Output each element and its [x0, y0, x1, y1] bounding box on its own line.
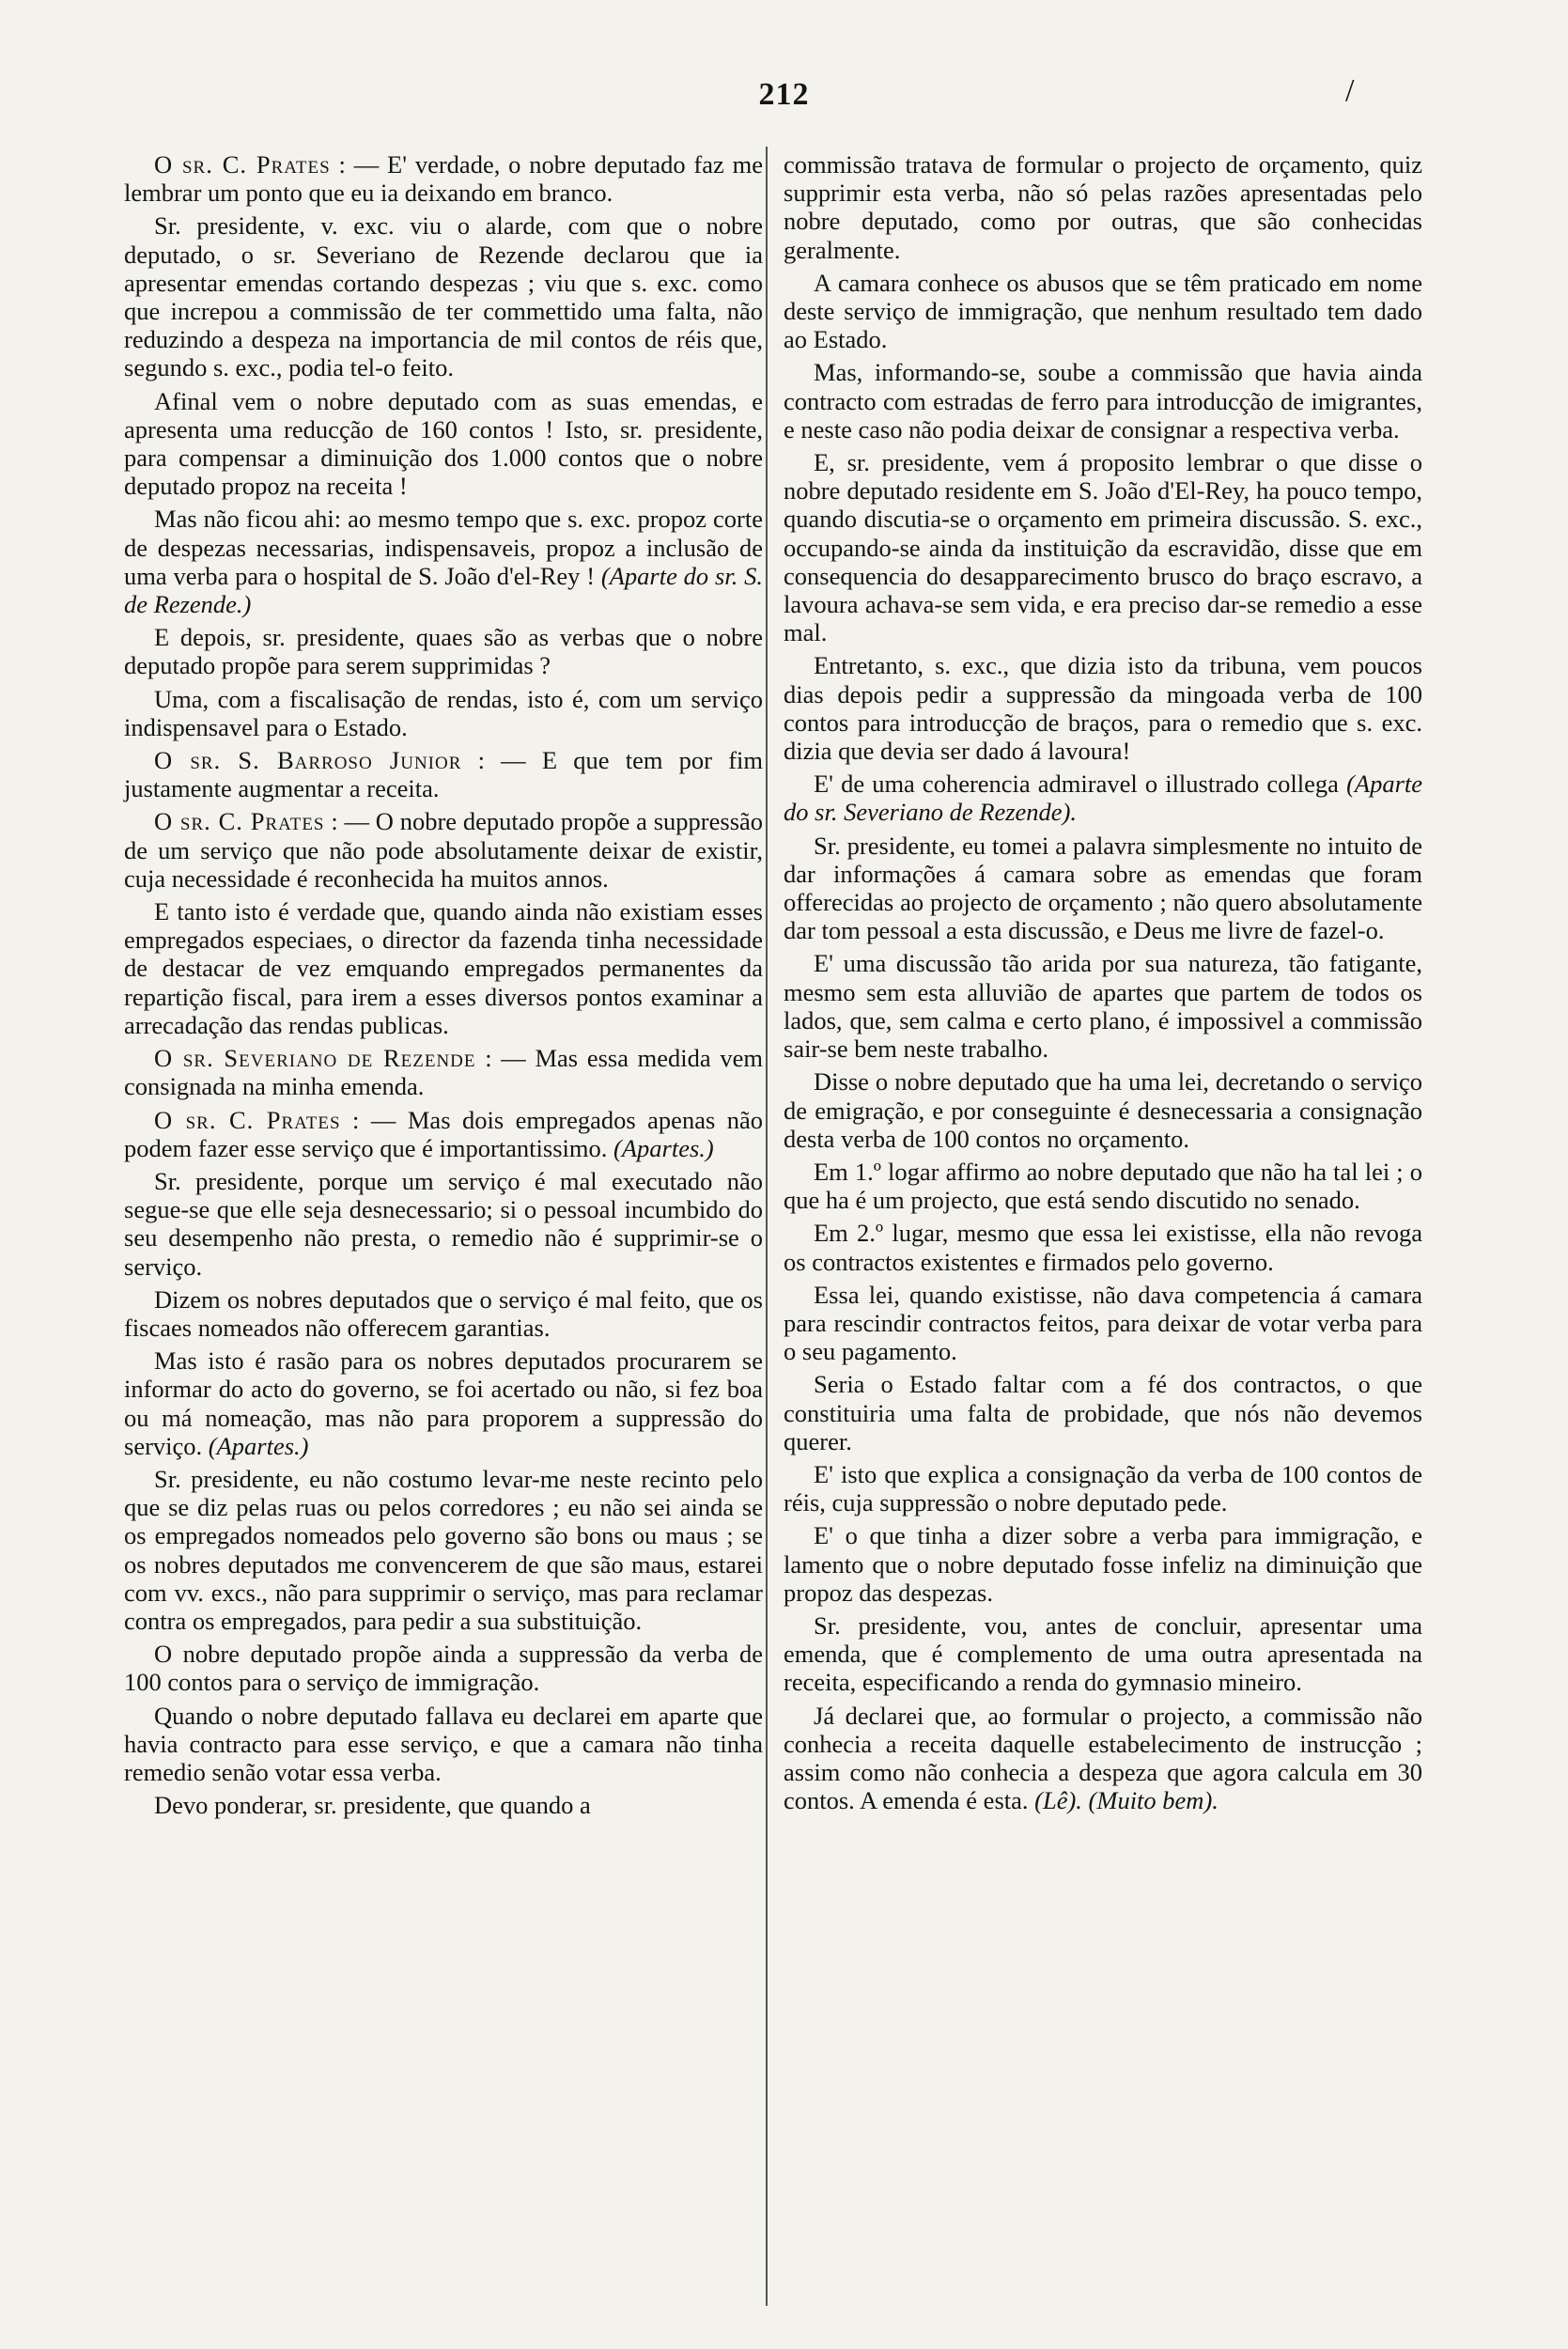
paragraph-text: : — E que tem por fim justamente augmentar a receita.: [124, 746, 763, 803]
paragraph-text: Quando o nobre deputado fallava eu declarei em aparte que havia contracto para esse serviço, e que a camara não tinha remedio senão votar essa verba.: [124, 1701, 763, 1786]
paragraph: [124, 1167, 763, 1281]
paragraph-text: O nobre deputado propõe ainda a suppressão da verba de 100 contos para o serviço de immigração.: [124, 1640, 763, 1697]
paragraph-text: Em 2.º lugar, mesmo que essa lei existisse, ella não revoga os contractos existentes e firmados pelo governo.: [784, 1219, 1422, 1276]
speaker-name: O sr. Severiano de Rezende: [154, 1044, 476, 1073]
paragraph-text: Seria o Estado faltar com a fé dos contractos, o que constituiria uma falta de probidade, que nós não devemos querer.: [784, 1370, 1422, 1455]
paragraph: [784, 1067, 1422, 1153]
paragraph: [124, 387, 763, 501]
paragraph-text: Sr. presidente, vou, antes de concluir, apresentar uma emenda, que é complemento de uma outra apresentada na receita, especificando a renda do gymnasio mineiro.: [784, 1610, 1422, 1697]
paragraph-text: Sr. presidente, v. exc. viu o alarde, com que o nobre deputado, o sr. Severiano de Rezende declarou que ia apresentar emendas cortando despezas ; viu que s. exc. como que increpou a commissão de ter commettido uma falta, não reduzindo a despeza na importancia de mil contos de réis que, segundo s. exc., podia tel-o feito.: [124, 211, 763, 382]
paragraph-text: : — O nobre deputado propõe a suppressão de um serviço que não pode absolutamente deixar de existir, cuja necessidade é reconhecida ha muitos annos.: [124, 807, 764, 893]
paragraph-text: : — Mas essa medida vem consignada na minha emenda.: [124, 1044, 763, 1101]
paragraph: [124, 150, 763, 207]
paragraph-text: Disse o nobre deputado que ha uma lei, decretando o serviço de emigração, e por conseguinte é desnecessaria a consignação desta verba de 100 contos no orçamento.: [784, 1067, 1422, 1153]
paragraph-text: Dizem os nobres deputados que o serviço é mal feito, que os fiscaes nomeados não offerecem garantias.: [124, 1284, 763, 1342]
paragraph-text: Mas não ficou ahi: ao mesmo tempo que s. exc. propoz corte de despezas necessarias, indispensaveis, propoz a inclusão de uma verba para o hospital de S. João d'el-Rey !: [124, 505, 763, 590]
paragraph-text: E' uma discussão tão arida por sua natureza, tão fatigante, mesmo sem esta alluvião de apartes que partem de todos os lados, que, sem calma e certo plano, é impossivel a commissão sair-se bem neste trabalho.: [784, 949, 1422, 1064]
paragraph-text: E depois, sr. presidente, quaes são as verbas que o nobre deputado propõe para serem supprimidas ?: [124, 623, 763, 680]
paragraph: [784, 1521, 1422, 1607]
paragraph-text: Sr. presidente, eu tomei a palavra simplesmente no intuito de dar informações á camara sobre as emendas que foram offerecidas ao projecto de orçamento ; não quero absolutamente dar tom pessoal a esta discussão, e Deus me livre de fazel-o.: [784, 831, 1422, 945]
speaker-name: O sr. C. Prates: [154, 1105, 341, 1134]
paragraph: [124, 1285, 763, 1342]
paragraph: [124, 1640, 763, 1696]
speaker-name: O sr. C. Prates: [154, 150, 331, 179]
paragraph-text: commissão tratava de formular o projecto de orçamento, quiz supprimir esta verba, não só pelas razões apresentadas pelo nobre deputado, como por outras, que são conhecidas geralmente.: [784, 150, 1422, 264]
paragraph-text: Mas, informando-se, soube a commissão que havia ainda contracto com estradas de ferro para introducção de imigrantes, e neste caso não podia deixar de consignar a respectiva verba.: [784, 358, 1422, 443]
paragraph-text: Sr. presidente, porque um serviço é mal executado não segue-se que elle seja desnecessario; si o pessoal incumbido do seu desempenho não presta, o remedio não é supprimir-se o serviço.: [124, 1166, 763, 1281]
paragraph-text: E' de uma coherencia admiravel o illustrado collega: [814, 770, 1339, 799]
right-column: [784, 150, 1422, 1819]
paragraph: [124, 746, 763, 802]
paragraph-text: Afinal vem o nobre deputado com as suas emendas, e apresenta uma reducção de 160 contos ! Isto, sr. presidente, para compensar a diminuição dos 1.000 contos que o nobre deputado propoz na receita !: [124, 386, 763, 501]
paragraph-text: E tanto isto é verdade que, quando ainda não existiam esses empregados especiaes, o director da fazenda tinha necessidade de destacar de vez emquando empregados permanentes da repartição fiscal, para irem a esses diversos pontos examinar a arrecadação das rendas publicas.: [124, 897, 763, 1039]
paragraph-text: Devo ponderar, sr. presidente, que quando a: [154, 1791, 591, 1820]
paragraph-text: Sr. presidente, eu não costumo levar-me neste recinto pelo que se diz pelas ruas ou pelos corredores ; eu não sei ainda se os empregados nomeados pelo governo são bons ou maus ; se os nobres deputados me convencerem de que são maus, estarei com vv. excs., não para supprimir o serviço, mas para reclamar contra os empregados, para pedir a sua substituição.: [124, 1464, 763, 1635]
paragraph: [124, 1465, 763, 1635]
paragraph: [784, 1158, 1422, 1214]
paragraph: [784, 448, 1422, 646]
paragraph: [124, 623, 763, 679]
paragraph: [784, 269, 1422, 354]
paragraph: [124, 505, 763, 618]
paragraph: [784, 1460, 1422, 1517]
paragraph-text: A camara conhece os abusos que se têm praticado em nome deste serviço de immigração, que nenhum resultado tem dado ao Estado.: [784, 268, 1422, 354]
paragraph-text: : — Mas dois empregados apenas não podem fazer esse serviço que é importantissimo.: [124, 1105, 764, 1162]
paragraph: [784, 1281, 1422, 1366]
paragraph: [124, 1106, 763, 1162]
paragraph: [124, 1702, 763, 1787]
aside-note: (Aparte do sr. Severiano de Rezende).: [784, 770, 1423, 827]
paragraph-text: Mas isto é rasão para os nobres deputados procurarem se informar do acto do governo, se foi acertado ou não, si fez boa ou má nomeação, mas não para proporem a suppressão do serviço.: [124, 1346, 763, 1460]
paragraph-text: Uma, com a fiscalisação de rendas, isto é, com um serviço indispensavel para o Estado.: [124, 684, 763, 741]
paragraph: [124, 897, 763, 1039]
column-divider: [766, 147, 768, 2306]
paragraph-text: Em 1.º logar affirmo ao nobre deputado que não ha tal lei ; o que ha é um projecto, que está sendo discutido no senado.: [784, 1157, 1422, 1215]
paragraph: [124, 1346, 763, 1460]
paragraph: [784, 949, 1422, 1063]
paragraph-text: : — E' verdade, o nobre deputado faz me lembrar um ponto que eu ia deixando em branco.: [124, 150, 763, 208]
paragraph: [784, 832, 1422, 945]
paragraph: [784, 1702, 1422, 1815]
paragraph: [124, 1044, 763, 1100]
paragraph-text: Já declarei que, ao formular o projecto, a commissão não conhecia a receita daquelle estabelecimento de instrucção ; assim como não conhecia a despeza que agora calcula em 30 contos. A emenda é esta.: [784, 1701, 1422, 1815]
paragraph: [784, 1611, 1422, 1697]
paragraph-text: E' o que tinha a dizer sobre a verba para immigração, e lamento que o nobre deputado fosse infeliz na diminuição que propoz das despezas.: [784, 1521, 1422, 1607]
left-column: [124, 150, 763, 1824]
paragraph-text: E, sr. presidente, vem á proposito lembrar o que disse o nobre deputado residente em S. João d'El-Rey, ha pouco tempo, quando discutia-se o orçamento em primeira discussão. S. exc., occupando-se ainda da instituição da escravidão, disse que em consequencia do desapparecimento brusco do braço escravo, a lavoura achava-se sem vida, e era preciso dar-se remedio a esse mal.: [784, 448, 1422, 647]
paragraph-text: Entretanto, s. exc., que dizia isto da tribuna, vem poucos dias depois pedir a suppressão da mingoada verba de 100 contos para introducção de braços, para o remedio que s. exc. dizia que devia ser dado á lavoura!: [784, 651, 1422, 766]
paragraph-text: Essa lei, quando existisse, não dava competencia á camara para rescindir contractos feitos, para deixar de votar verba para o seu pagamento.: [784, 1280, 1422, 1366]
paragraph: [784, 651, 1422, 765]
speaker-name: O sr. C. Prates: [154, 807, 325, 836]
paragraph: [124, 1791, 763, 1819]
aside-note: (Apartes.): [613, 1133, 714, 1162]
paragraph: [784, 1370, 1422, 1455]
aside-note: (Aparte do sr. S. de Rezende.): [124, 561, 764, 619]
aside-note: (Apartes.): [208, 1431, 309, 1460]
speaker-name: O sr. S. Barroso Junior: [154, 746, 462, 775]
aside-note: (Lê). (Muito bem).: [1034, 1786, 1219, 1815]
paragraph: [124, 685, 763, 741]
paragraph: [784, 150, 1422, 264]
paragraph: [784, 1219, 1422, 1275]
paragraph: [124, 807, 763, 893]
paragraph: [124, 211, 763, 381]
corner-mark: /: [1345, 73, 1355, 108]
paragraph: [784, 358, 1422, 443]
paragraph: [784, 770, 1422, 826]
paragraph-text: E' isto que explica a consignação da verba de 100 contos de réis, cuja suppressão o nobre deputado pede.: [784, 1459, 1422, 1517]
page-number: 212: [758, 77, 810, 112]
